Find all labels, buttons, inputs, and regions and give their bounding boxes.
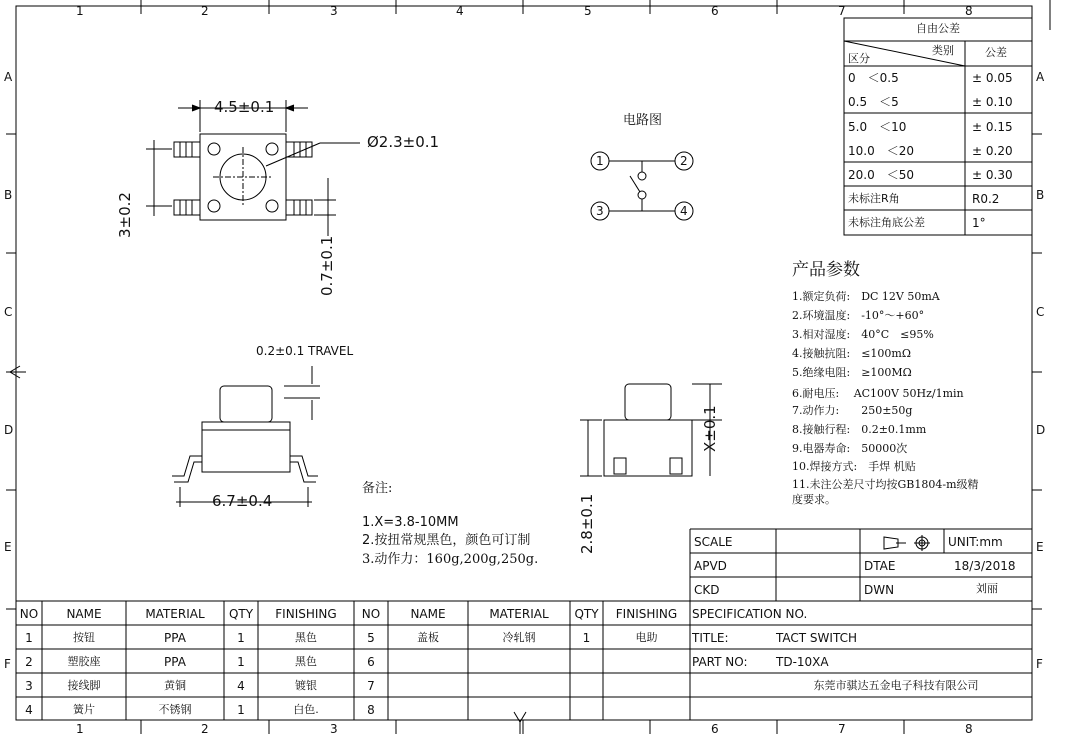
param-item: 9.电器寿命: 50000次 — [792, 442, 908, 455]
bom-header-finishing-2: FINISHING — [615, 607, 678, 621]
bom-header-qty-2: QTY — [574, 607, 599, 621]
col-label-6: 6 — [711, 4, 719, 18]
tolerance-value-2: ± 0.10 — [972, 95, 1013, 109]
bom-header-material: MATERIAL — [145, 607, 205, 621]
row-label-B: B — [4, 188, 13, 202]
bom-header-qty: QTY — [228, 607, 254, 621]
dim-width-top: 4.5±0.1 — [214, 98, 275, 116]
bom-cell: 1 — [237, 631, 245, 645]
bom-cell: 4 — [237, 679, 245, 693]
company-name: 东莞市骐达五金电子科技有限公司 — [813, 679, 979, 692]
bom-cell: 黄铜 — [164, 679, 186, 692]
dim-total-height: 2.8±0.1 — [578, 493, 596, 554]
row-label-B-right: B — [1036, 188, 1045, 202]
part-value: TD-10XA — [776, 655, 829, 669]
col-label-7: 7 — [838, 4, 846, 18]
bom-header-no-2: NO — [361, 607, 381, 621]
tolerance-range-1: 0 ＜0.5 — [848, 71, 899, 85]
row-label-D-right: D — [1036, 423, 1046, 437]
tolerance-header-category: 类别 — [932, 44, 954, 57]
circuit-pin-1: 1 — [596, 154, 604, 168]
tolerance-range-3: 5.0 ＜10 — [848, 120, 907, 134]
bom-cell: 白色. — [293, 703, 319, 716]
param-item: 8.接触行程: 0.2±0.1mm — [792, 423, 927, 436]
dim-pin-width: 0.7±0.1 — [318, 235, 336, 296]
bom-header-name-2: NAME — [410, 607, 446, 621]
circuit-pin-4: 4 — [680, 204, 688, 218]
apvd-label: APVD — [694, 559, 727, 573]
col-label-1-bottom: 1 — [76, 722, 84, 736]
bom-cell: 1 — [25, 631, 33, 645]
tolerance-range-7: 未标注角底公差 — [848, 216, 925, 229]
col-label-8: 8 — [965, 4, 973, 18]
col-label-2-bottom: 2 — [201, 722, 209, 736]
param-item: 7.动作力: 250±50g — [792, 404, 913, 417]
row-label-A: A — [4, 70, 13, 84]
bom-cell: PPA — [164, 631, 186, 645]
param-item: 度要求。 — [792, 493, 836, 506]
row-label-F-right: F — [1036, 657, 1043, 671]
bom-cell: 电助 — [635, 631, 658, 644]
circuit-title: 电路图 — [623, 113, 663, 128]
title-label: TITLE: — [692, 631, 729, 645]
bom-cell: 1 — [582, 631, 591, 645]
bom-cell: 7 — [367, 679, 375, 693]
tolerance-range-6: 未标注R角 — [848, 192, 900, 205]
col-label-2: 2 — [201, 4, 209, 18]
tolerance-range-2: 0.5 ＜5 — [848, 95, 899, 109]
bom-cell: 镀银 — [295, 679, 317, 692]
row-label-C-right: C — [1036, 305, 1045, 319]
tolerance-value-7: 1° — [972, 216, 986, 230]
param-item: 10.焊接方式: 手焊 机贴 — [792, 460, 916, 473]
date-value: 18/3/2018 — [954, 559, 1016, 573]
spec-label: SPECIFICATION NO. — [692, 607, 808, 621]
row-label-E-right: E — [1036, 540, 1044, 554]
dwn-value: 刘丽 — [976, 582, 998, 595]
bom-cell: 接线脚 — [67, 679, 101, 692]
tolerance-value-3: ± 0.15 — [972, 120, 1013, 134]
title-value: TACT SWITCH — [776, 631, 857, 645]
dim-base-width: 6.7±0.4 — [212, 492, 273, 510]
tolerance-range-4: 10.0 ＜20 — [848, 144, 914, 158]
notes-title: 备注: — [362, 481, 393, 496]
bom-cell: 8 — [367, 703, 375, 717]
bom-cell: 黑色 — [295, 655, 317, 668]
tolerance-range-5: 20.0 ＜50 — [848, 168, 914, 182]
note-item: 3.动作力：160g,200g,250g. — [362, 552, 539, 567]
param-item: 6.耐电压: AC100V 50Hz/1min — [792, 387, 964, 400]
note-item: 2.按扭常规黑色，颜色可订制 — [362, 533, 531, 548]
bom-cell: 冷轧钢 — [502, 631, 536, 644]
param-item: 11.未注公差尺寸均按GB1804-m级精 — [792, 478, 979, 491]
bom-cell: 盖板 — [417, 631, 439, 644]
tolerance-header-tol: 公差 — [985, 46, 1007, 59]
bom-cell: 塑胶座 — [67, 655, 101, 668]
param-item: 1.额定负荷: DC 12V 50mA — [792, 290, 940, 303]
bom-header-no: NO — [19, 607, 39, 621]
bom-cell: 簧片 — [73, 703, 95, 716]
param-item: 3.相对湿度: 40°C ≤95% — [792, 328, 934, 341]
col-label-1: 1 — [76, 4, 84, 18]
scale-label: SCALE — [694, 535, 733, 549]
dim-x-height: X±0.1 — [701, 405, 719, 452]
bom-cell: 4 — [25, 703, 33, 717]
col-label-5: 5 — [584, 4, 592, 18]
param-item: 2.环境温度: -10°～+60° — [792, 309, 925, 322]
circuit-pin-3: 3 — [596, 204, 604, 218]
bom-cell: 1 — [237, 703, 245, 717]
bom-header-name: NAME — [66, 607, 102, 621]
col-label-3-bottom: 3 — [330, 722, 338, 736]
dim-height-left: 3±0.2 — [116, 192, 134, 238]
tolerance-title: 自由公差 — [916, 22, 960, 35]
params-title: 产品参数 — [792, 260, 860, 280]
row-label-D: D — [4, 423, 14, 437]
param-item: 5.绝缘电阻: ≥100MΩ — [792, 366, 912, 379]
bom-cell: 6 — [367, 655, 375, 669]
bom-cell: 黑色 — [295, 631, 317, 644]
col-label-3: 3 — [330, 4, 338, 18]
bom-cell: 3 — [25, 679, 33, 693]
col-label-7-bottom: 7 — [838, 722, 846, 736]
bom-cell: 2 — [25, 655, 33, 669]
bom-cell: 5 — [367, 631, 375, 645]
dwn-label: DWN — [864, 583, 895, 597]
part-label: PART NO: — [692, 655, 748, 669]
bom-header-material-2: MATERIAL — [489, 607, 549, 621]
circuit-pin-2: 2 — [680, 154, 688, 168]
col-label-4: 4 — [456, 4, 464, 18]
param-item: 4.接触抗阻: ≤100mΩ — [792, 347, 911, 360]
tolerance-header-zone: 区分 — [848, 52, 870, 65]
note-item: 1.X=3.8-10MM — [362, 515, 459, 530]
row-label-E: E — [4, 540, 12, 554]
ckd-label: CKD — [694, 583, 720, 597]
dim-diameter: Ø2.3±0.1 — [367, 133, 440, 151]
row-label-F: F — [4, 657, 11, 671]
date-label: DTAE — [864, 559, 896, 573]
tolerance-value-1: ± 0.05 — [972, 71, 1013, 85]
tolerance-value-5: ± 0.30 — [972, 168, 1013, 182]
bom-header-finishing: FINISHING — [275, 607, 337, 621]
dim-travel: 0.2±0.1 TRAVEL — [256, 344, 354, 358]
bom-cell: 按钮 — [73, 631, 95, 644]
tolerance-value-4: ± 0.20 — [972, 144, 1013, 158]
unit-label: UNIT:mm — [948, 535, 1003, 549]
bom-cell: PPA — [164, 655, 186, 669]
row-label-C: C — [4, 305, 13, 319]
bom-cell: 1 — [237, 655, 245, 669]
col-label-6-bottom: 6 — [711, 722, 719, 736]
row-label-A-right: A — [1036, 70, 1045, 84]
tolerance-value-6: R0.2 — [972, 192, 1000, 206]
col-label-8-bottom: 8 — [965, 722, 973, 736]
bom-cell: 不锈钢 — [158, 703, 192, 716]
